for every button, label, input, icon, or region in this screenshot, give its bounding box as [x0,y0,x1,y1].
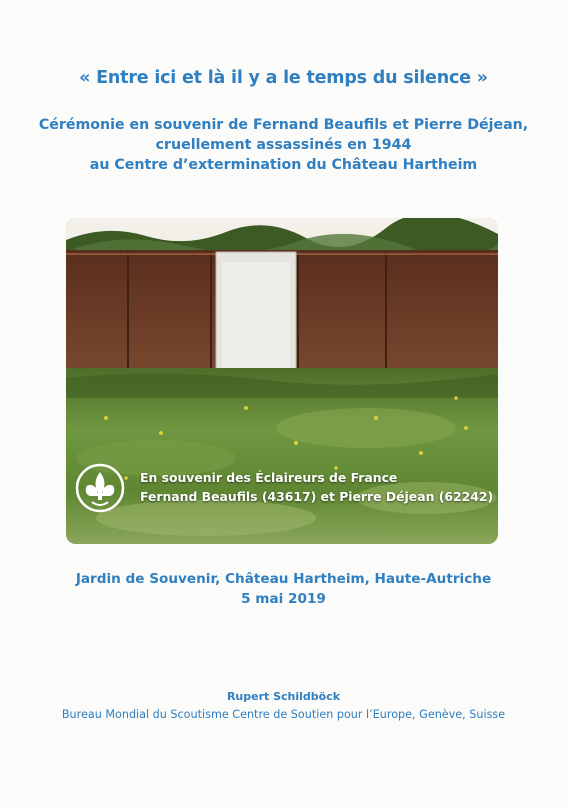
subtitle-line-2: cruellement assassinés en 1944 [155,137,412,153]
event-location-block [0,569,567,609]
subtitle-block [0,115,567,175]
author-affiliation: Bureau Mondial du Scoutisme Centre de Soutien pour l’Europe, Genève, Suisse [61,708,506,721]
subtitle-line-1: Cérémonie en souvenir de Fernand Beaufils et Pierre Déjean, [38,117,529,133]
event-place: Jardin de Souvenir, Château Hartheim, Haute-Autriche [75,571,492,587]
photo-caption [140,468,493,506]
page-title: « Entre ici et là il y a le temps du silence » [79,68,488,88]
subtitle-line-3: au Centre d’extermination du Château Hartheim [89,157,478,173]
author-name: Rupert Schildböck [226,690,341,703]
photo-caption-line-2: Fernand Beaufils (43617) et Pierre Déjean (62242) [140,489,494,504]
event-date: 5 mai 2019 [241,591,326,607]
photo-caption-line-1: En souvenir des Éclaireurs de France [140,470,398,485]
author-block [0,688,567,724]
